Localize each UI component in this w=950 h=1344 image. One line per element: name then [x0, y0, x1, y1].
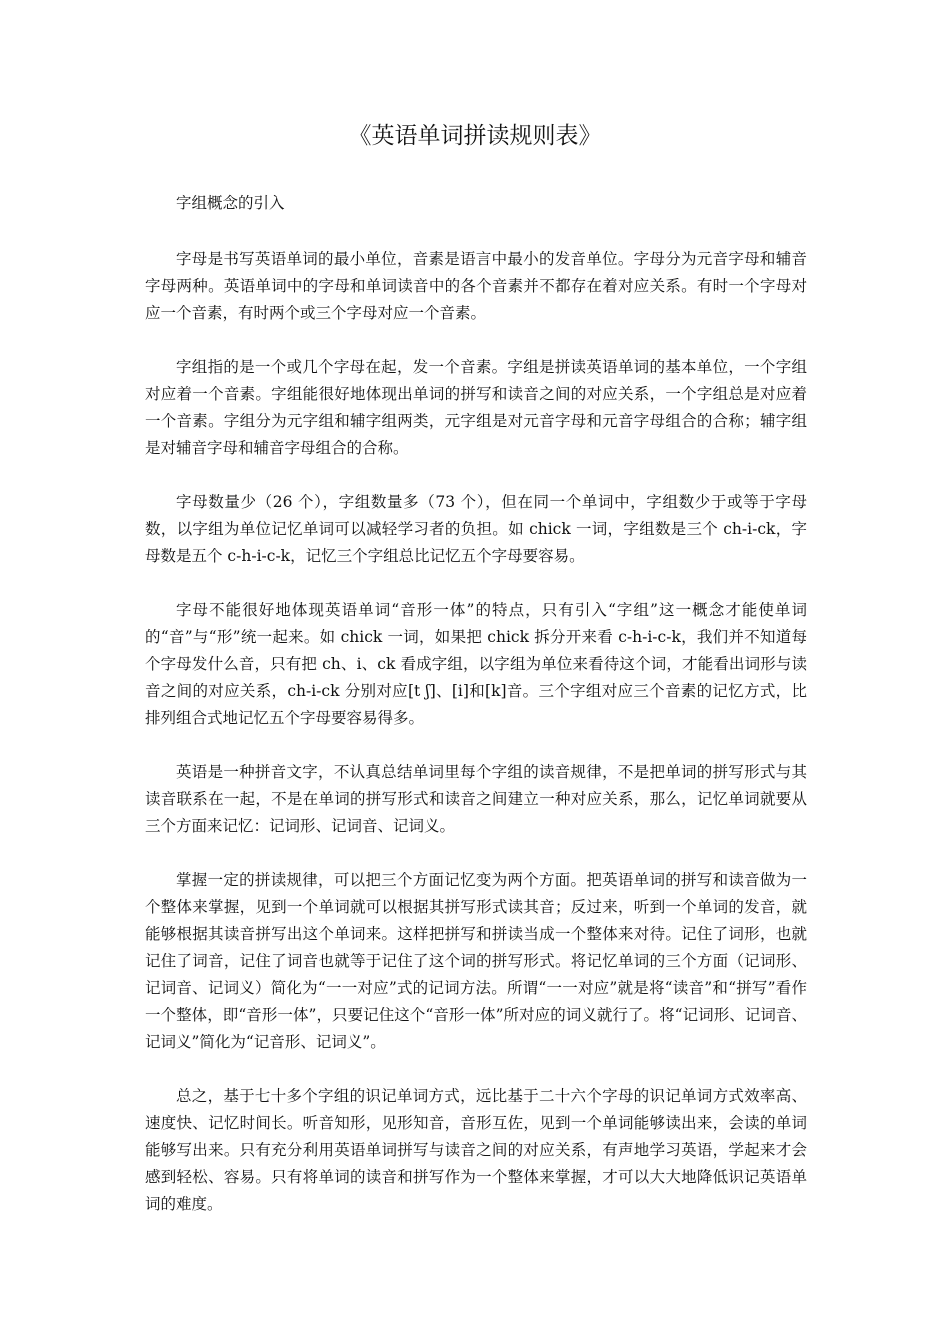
document-title: 《英语单词拼读规则表》 [348, 123, 602, 149]
paragraph-3: 字母数量少（26 个），字组数量多（73 个），但在同一个单词中，字组数少于或等于字母数，以字组为单位记忆单词可以减轻学习者的负担。如 chick 一词，字组数是三个 ch-i-ck，字母数是五个 c-h-i-c-k，记忆三个字组总比记忆五个字母要容易。 [145, 493, 807, 565]
paragraph-4: 字母不能很好地体现英语单词“音形一体”的特点，只有引入“字组”这一概念才能使单词的“音”与“形”统一起来。如 chick 一词，如果把 chick 拆分开来看 c-h-i-c-k，我们并不知道每个字母发什么音，只有把 ch、i、ck 看成字组，以字组为单位来看待这个词，才能看出词形与读音之间的对应关系，ch-i-ck 分别对应[t ʃ]、[i]和[k]音。三个字组对应三个音素的记忆方式，比排列组合式地记忆五个字母要容易得多。 [145, 601, 807, 727]
paragraph-5: 英语是一种拼音文字，不认真总结单词里每个字组的读音规律，不是把单词的拼写形式与其读音联系在一起，不是在单词的拼写形式和读音之间建立一种对应关系，那么，记忆单词就要从三个方面来记忆：记词形、记词音、记词义。 [145, 763, 807, 835]
paragraph-6: 掌握一定的拼读规律，可以把三个方面记忆变为两个方面。把英语单词的拼写和读音做为一个整体来掌握，见到一个单词就可以根据其拼写形式读其音；反过来，听到一个单词的发音，就能够根据其读音拼写出这个单词来。这样把拼写和拼读当成一个整体来对待。记住了词形，也就记住了词音，记住了词音也就等于记住了这个词的拼写形式。将记忆单词的三个方面（记词形、记词音、记词义）简化为“一一对应”式的记词方法。所谓“一一对应”就是将“读音”和“拼写”看作一个整体，即“音形一体”，只要记住这个“音形一体”所对应的词义就行了。将“记词形、记词音、记词义”简化为“记音形、记词义”。 [145, 871, 807, 1051]
paragraph-2: 字组指的是一个或几个字母在起，发一个音素。字组是拼读英语单词的基本单位，一个字组对应着一个音素。字组能很好地体现出单词的拼写和读音之间的对应关系，一个字组总是对应着一个音素。字组分为元字组和辅字组两类，元字组是对元音字母和元音字母组合的合称；辅字组是对辅音字母和辅音字母组合的合称。 [145, 358, 807, 457]
paragraph-7: 总之，基于七十多个字组的识记单词方式，远比基于二十六个字母的识记单词方式效率高、速度快、记忆时间长。听音知形，见形知音，音形互佐，见到一个单词能够读出来，会读的单词能够写出来。只有充分利用英语单词拼写与读音之间的对应关系，有声地学习英语，学起来才会感到轻松、容易。只有将单词的读音和拼写作为一个整体来掌握，才可以大大地降低识记英语单词的难度。 [145, 1087, 807, 1213]
paragraph-1: 字母是书写英语单词的最小单位，音素是语言中最小的发音单位。字母分为元音字母和辅音字母两种。英语单词中的字母和单词读音中的各个音素并不都存在着对应关系。有时一个字母对应一个音素，有时两个或三个字母对应一个音素。 [145, 250, 807, 322]
document-body [145, 190, 807, 1245]
section-heading: 字组概念的引入 [176, 194, 285, 212]
